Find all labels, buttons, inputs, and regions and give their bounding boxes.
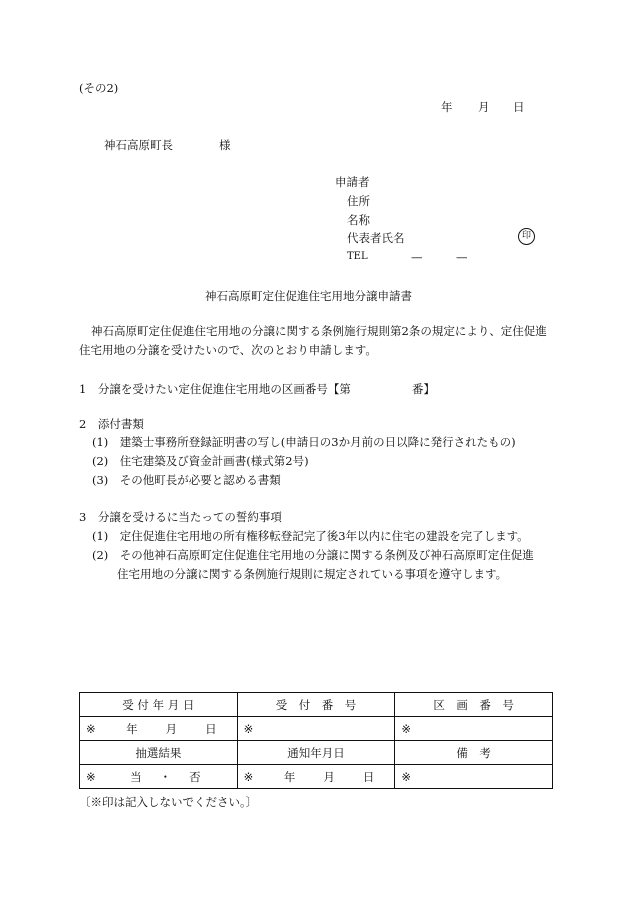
section2-heading: 2 添付書類 bbox=[79, 417, 144, 431]
mark: ※ bbox=[401, 769, 411, 784]
result-win: 当 bbox=[130, 769, 142, 784]
date-month-part: 月 bbox=[323, 769, 335, 784]
header-notice-date: 通知年月日 bbox=[237, 741, 395, 765]
applicant-heading: 申請者 bbox=[335, 175, 370, 189]
header-remarks: 備 考 bbox=[395, 741, 553, 765]
date-day: 日 bbox=[513, 100, 525, 114]
section3-item-1: (1) 定住促進住宅用地の所有権移転登記完了後3年以内に住宅の建設を完了します。 bbox=[92, 529, 529, 543]
section2-item-2: (2) 住宅建築及び資金計画書(様式第2号) bbox=[92, 454, 309, 468]
section2-item-1: (1) 建築士事務所登録証明書の写し(申請日の3か月前の日以降に発行されたもの) bbox=[92, 435, 516, 449]
applicant-rep-label: 代表者氏名 bbox=[347, 231, 405, 245]
result-dot: ・ bbox=[159, 769, 172, 784]
section3-item-2-line2: 住宅用地の分譲に関する条例施行規則に規定されている事項を遵守します。 bbox=[117, 567, 508, 581]
cell-receipt-date bbox=[80, 717, 238, 741]
form-number: (その2) bbox=[79, 81, 119, 95]
cell-lottery-result bbox=[80, 765, 238, 789]
cell-remarks bbox=[395, 765, 553, 789]
section3-heading: 3 分譲を受けるに当たっての誓約事項 bbox=[79, 510, 282, 524]
date-day-part: 日 bbox=[205, 721, 217, 736]
body-paragraph: 神石高原町定住促進住宅用地の分譲に関する条例施行規則第2条の規定により、定住促進住宅用地の分譲を受けたいので、次のとおり申請します。 bbox=[79, 324, 547, 357]
date-month: 月 bbox=[478, 100, 490, 114]
applicant-address-label: 住所 bbox=[347, 194, 370, 208]
mark: ※ bbox=[243, 721, 254, 736]
cell-lot-number bbox=[395, 717, 553, 741]
mark: ※ bbox=[401, 721, 411, 736]
header-lot-number: 区 画 番 号 bbox=[395, 693, 553, 717]
date-year-part: 年 bbox=[283, 769, 296, 784]
header-lottery-result: 抽選結果 bbox=[80, 741, 238, 765]
tel-dash-1: — bbox=[411, 250, 423, 264]
date-year: 年 bbox=[441, 100, 453, 114]
cell-receipt-number bbox=[237, 717, 395, 741]
addressee-honorific: 様 bbox=[219, 138, 231, 152]
mark: ※ bbox=[243, 769, 254, 784]
addressee-name: 神石高原町長 bbox=[104, 138, 173, 152]
tel-dash-2: — bbox=[456, 250, 468, 264]
section2-item-3: (3) その他町長が必要と認める書類 bbox=[92, 473, 281, 487]
header-receipt-number: 受 付 番 号 bbox=[237, 693, 395, 717]
office-use-table bbox=[79, 692, 553, 789]
result-lose: 否 bbox=[189, 769, 201, 784]
date-year-part: 年 bbox=[126, 721, 138, 736]
header-receipt-date: 受 付 年 月 日 bbox=[80, 693, 238, 717]
document-title: 神石高原町定住促進住宅用地分譲申請書 bbox=[205, 289, 412, 303]
cell-notice-date bbox=[237, 765, 395, 789]
mark: ※ bbox=[86, 721, 96, 736]
mark: ※ bbox=[86, 769, 96, 784]
applicant-tel-label: TEL bbox=[347, 251, 368, 262]
footnote: 〔※印は記入しないでください。〕 bbox=[79, 795, 258, 809]
section3-item-2-line1: (2) その他神石高原町定住促進住宅用地の分譲に関する条例及び神石高原町定住促進 bbox=[92, 548, 534, 562]
date-day-part: 日 bbox=[362, 769, 375, 784]
section1-text: 1 分譲を受けたい定住促進住宅用地の区画番号【第 bbox=[79, 382, 351, 396]
date-month-part: 月 bbox=[165, 721, 178, 736]
section1-suffix: 番】 bbox=[412, 382, 435, 396]
applicant-name-label: 名称 bbox=[347, 213, 370, 227]
seal-mark: 印 bbox=[518, 228, 535, 245]
